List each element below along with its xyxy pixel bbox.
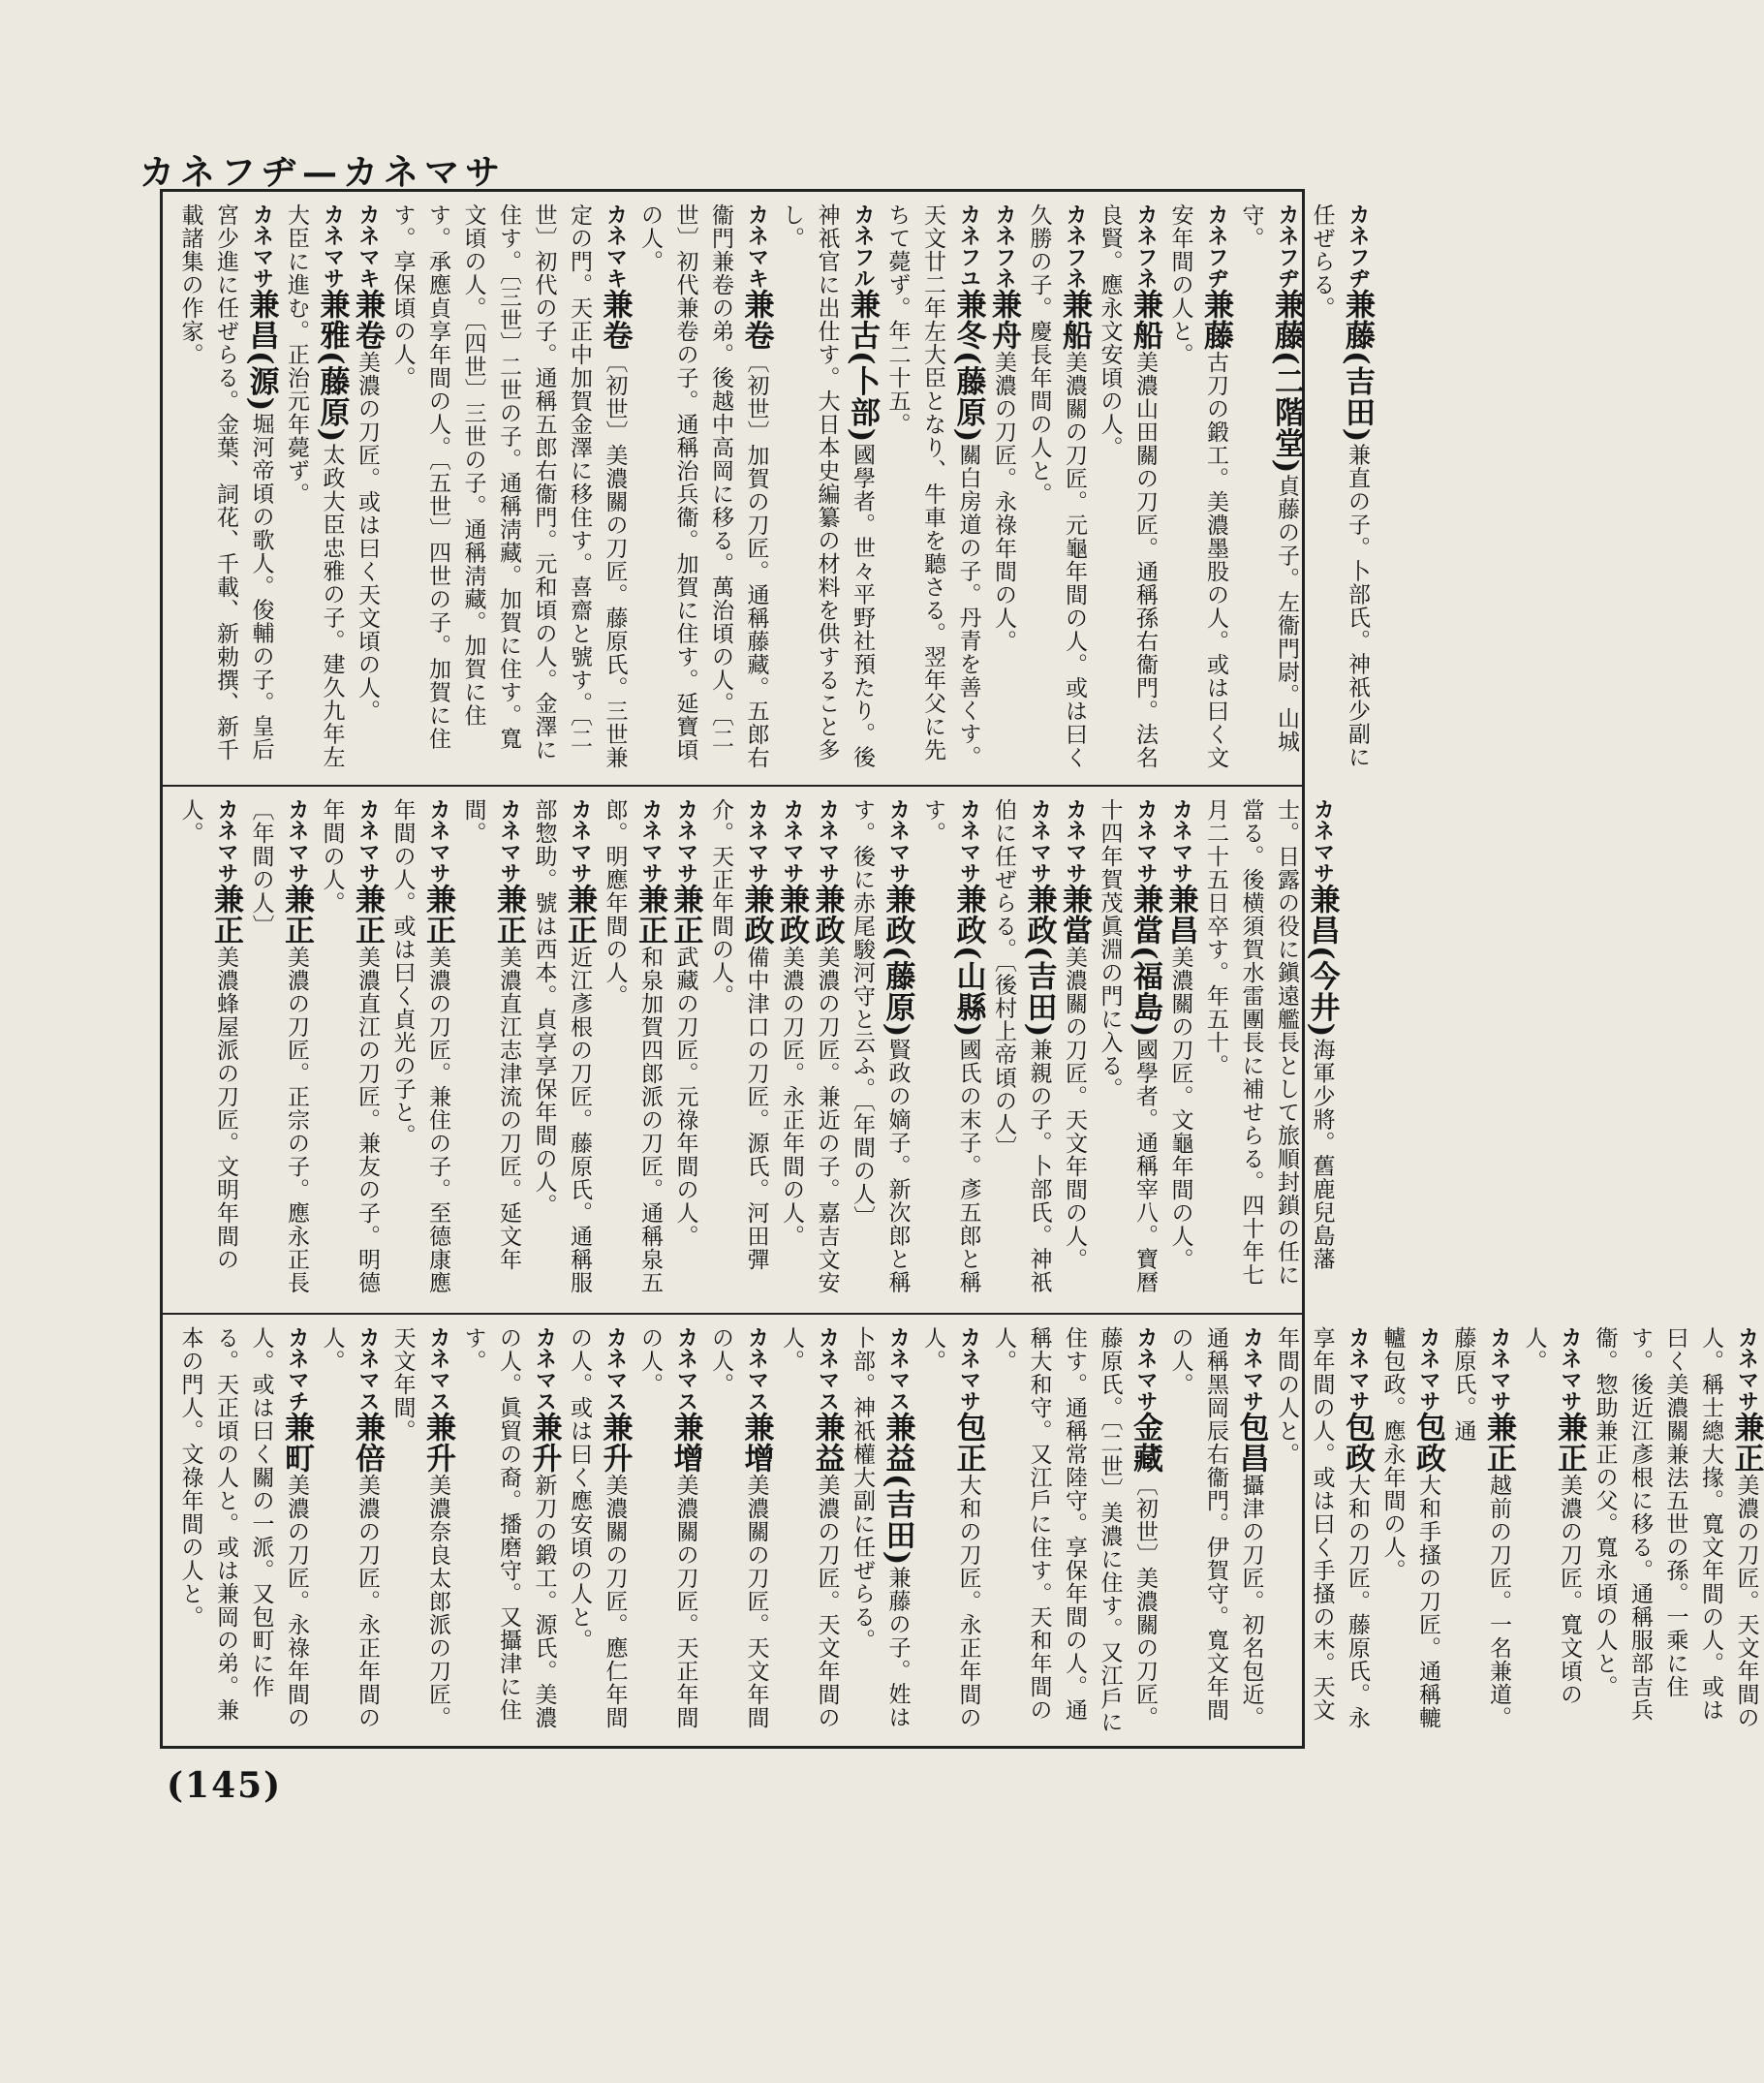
entry-headword: カネマサ <box>1310 798 1335 884</box>
entry-text: 美濃山田關の刀匠。通稱孫右衞門。法名良賢。應永文安頃の人。 <box>1097 203 1158 769</box>
entry-headword: カネマサ <box>1558 1326 1582 1412</box>
entry-headword: カネマサ <box>885 798 911 884</box>
entry-headword: カネマス <box>815 1326 840 1412</box>
entry-name: 兼升 <box>597 1412 633 1474</box>
entry-name: 包政 <box>1340 1412 1375 1474</box>
entry-name: 兼正 <box>420 884 455 946</box>
entry-text: 太政大臣忠雅の子。建久九年左大臣に進む。正治元年薨ず。 <box>284 203 345 769</box>
entry-text: 國學者。世々平野社預たり。後神祇官に出仕す。大日本史編纂の材料を供すること多し。 <box>779 203 875 769</box>
entry-headword: カネマキ <box>356 203 380 289</box>
band-columns <box>172 203 1375 773</box>
dictionary-entry <box>1304 203 1375 773</box>
entry-name: 兼卷 <box>597 289 633 351</box>
entry-name: 兼正 <box>667 884 703 946</box>
text-band-bottom <box>163 1313 1764 1746</box>
dictionary-entry <box>1233 203 1304 773</box>
dictionary-entry <box>1162 798 1198 1301</box>
entry-name: 兼升 <box>526 1412 562 1474</box>
entry-text: 美濃の刀匠。或は曰く天文頃の人。 <box>355 351 380 723</box>
dictionary-entry <box>845 798 915 1301</box>
entry-headword: カネマサ <box>1133 1326 1158 1412</box>
dictionary-entry <box>314 798 385 1301</box>
text-frame <box>160 189 1764 1749</box>
entry-headword: カネマサ <box>744 798 769 884</box>
dictionary-entry <box>915 798 986 1301</box>
entry-headword: カネマサ <box>249 203 274 289</box>
band-columns <box>172 1326 1764 1734</box>
entry-headword: カネマス <box>885 1326 911 1412</box>
entry-headword: カネマサ <box>1027 798 1052 884</box>
entry-name: 兼藤 <box>1198 289 1233 351</box>
dictionary-entry <box>350 203 386 773</box>
dictionary-entry <box>774 1326 845 1734</box>
running-head: カネフヂ—カネマサ <box>139 152 506 193</box>
entry-headword: カネマキ <box>744 203 769 289</box>
entry-name: 兼正 <box>350 884 385 946</box>
entry-name: 兼船 <box>1128 289 1162 351</box>
entry-name: 包政 <box>1410 1412 1445 1474</box>
entry-name: 兼當(福島) <box>1128 884 1162 1039</box>
dictionary-entry <box>703 798 774 1301</box>
entry-text: 美濃の刀匠。永正年間の人。 <box>319 1326 380 1729</box>
entry-name: 兼昌(今井) <box>1304 884 1340 1039</box>
entry-text: 美濃の刀匠。永正年間の人。 <box>779 946 804 1248</box>
entry-name: 兼政(吉田) <box>1021 884 1057 1039</box>
entry-text: 美濃の刀匠。天文年間の人。稱士總大掾。寬文年間の人。或は曰く美濃關兼法五世の孫。一乘に住す。後近江彥根に移る。通稱服部吉兵衞。惣助兼正の父。寬永頃の人と。 <box>1592 1326 1759 1729</box>
dictionary-entry <box>455 798 526 1301</box>
dictionary-entry <box>1587 1326 1764 1734</box>
dictionary-entry <box>986 203 1022 773</box>
entry-headword: カネマス <box>673 1326 698 1412</box>
entry-name: 兼昌(源) <box>243 289 279 413</box>
page-number: (145) <box>167 1765 283 1806</box>
entry-text: 海軍少將。舊鹿兒島藩士。日露の役に鎭遠艦長として旅順封鎖の任に當る。後横須賀水雷團長に補せらる。四十年七月二十五日卒す。年五十。 <box>1203 798 1335 1287</box>
dictionary-entry <box>880 203 986 773</box>
entry-name: 兼町 <box>279 1412 314 1474</box>
dictionary-entry <box>774 798 810 1301</box>
entry-text: 美濃の刀匠。永祿年間の人。或は曰く關の一派。又包町に作る。天正頃の人と。或は兼岡の弟。兼本の門人。文祿年間の人と。 <box>177 1326 309 1729</box>
entry-text: 越前の刀匠。一名兼道。藤原氏。通 <box>1450 1326 1511 1729</box>
entry-text: 古刀の鍛工。美濃墨股の人。或は曰く文安年間の人と。 <box>1167 203 1228 769</box>
entry-text: 美濃の刀匠。正宗の子。應永正長〔年間の人〕 <box>248 798 309 1294</box>
dictionary-entry <box>1021 203 1092 773</box>
band-columns <box>172 798 1340 1301</box>
entry-text: 大和の刀匠。永正年間の人。 <box>920 1326 981 1729</box>
entry-text: 美濃關の刀匠。文龜年間の人。 <box>1167 946 1193 1271</box>
entry-headword: カネマサ <box>320 203 345 289</box>
dictionary-entry <box>1092 798 1162 1301</box>
entry-text: 美濃關の刀匠。天文年間の人。 <box>1062 946 1087 1271</box>
entry-name: 兼正 <box>279 884 314 946</box>
text-band-top <box>163 192 1375 785</box>
entry-name: 兼升 <box>420 1412 455 1474</box>
entry-headword: カネフネ <box>1063 203 1087 289</box>
entry-text: 大和手搔の刀匠。通稱轆轤包政。應永年間の人。 <box>1379 1326 1440 1729</box>
entry-name: 兼正 <box>1481 1412 1516 1474</box>
entry-headword: カネフヂ <box>1346 203 1370 289</box>
entry-text: 武藏の刀匠。元祿年間の人。 <box>672 946 698 1248</box>
entry-headword: カネマサ <box>815 798 840 884</box>
entry-name: 兼政 <box>809 884 845 946</box>
entry-text: 美濃の刀匠。永祿年間の人。 <box>991 351 1016 653</box>
entry-text: 國氏の末子。彥五郎と稱す。 <box>920 798 981 1294</box>
entry-text: 國學者。通稱宰八。寶曆十四年賀茂眞淵の門に入る。 <box>1097 798 1158 1294</box>
entry-text: 美濃の刀匠。兼近の子。嘉吉文安 <box>814 946 840 1294</box>
dictionary-entry <box>1269 1326 1376 1734</box>
entry-text: 美濃の刀匠。天文年間の人。 <box>779 1326 840 1729</box>
entry-text: 〔初世〕加賀の刀匠。通稱藤藏。五郎右衞門兼卷の弟。後越中高岡に移る。萬治頃の人。〔二世〕初代兼卷の子。通稱治兵衞。加賀に住す。延寶頃の人。 <box>637 203 769 769</box>
dictionary-entry <box>526 798 597 1301</box>
dictionary-entry <box>385 203 633 773</box>
entry-headword: カネフヂ <box>1204 203 1228 289</box>
entry-headword: カネマサ <box>214 798 238 884</box>
entry-text: 〔初世〕美濃關の刀匠。藤原氏。三世兼定の門。天正中加賀金澤に移住す。喜齋と號す。〔二世〕初代の子。通稱五郎右衞門。元和頃の人。金澤に住す。〔三世〕二世の子。通稱淸藏。加賀に住す。寬文頃の人。〔四世〕三世の子。通稱淸藏。加賀に住す。承應貞享年間の人。〔五世〕四世の子。加賀に住す。享保頃の人。 <box>389 203 628 769</box>
dictionary-entry <box>809 798 845 1301</box>
entry-name: 兼藤(二階堂) <box>1269 289 1304 475</box>
dictionary-entry <box>633 1326 703 1734</box>
entry-name: 包昌 <box>1233 1412 1269 1474</box>
dictionary-entry <box>986 1326 1163 1734</box>
dictionary-entry <box>845 1326 915 1734</box>
entry-headword: カネマサ <box>1487 1326 1511 1412</box>
dictionary-entry <box>1198 798 1340 1301</box>
entry-text: 美濃直江志津流の刀匠。延文年間。 <box>460 798 521 1271</box>
entry-text: 賢政の嫡子。新次郎と稱す。後に赤尾駿河守と云ふ。〔年間の人〕 <box>850 798 911 1294</box>
entry-name: 兼正 <box>633 884 667 946</box>
entry-headword: カネマサ <box>1239 1326 1264 1412</box>
dictionary-entry <box>314 1326 385 1734</box>
entry-headword: カネマサ <box>1416 1326 1440 1412</box>
entry-name: 兼古(卜部) <box>845 289 880 444</box>
entry-text: 新刀の鍛工。源氏。美濃の人。眞貿の裔。播磨守。又攝津に住す。 <box>460 1326 557 1729</box>
entry-headword: カネフネ <box>1133 203 1158 289</box>
entry-headword: カネマス <box>603 1326 628 1412</box>
entry-text: 美濃關の刀匠。天文年間の人。 <box>708 1326 769 1729</box>
entry-text: 美濃關の刀匠。天正年間の人。 <box>637 1326 698 1729</box>
entry-headword: カネマサ <box>497 798 521 884</box>
entry-text: 和泉加賀四郎派の刀匠。通稱泉五郎。明應年間の人。 <box>602 798 663 1294</box>
entry-name: 兼正 <box>1728 1412 1764 1474</box>
entry-name: 兼昌 <box>1162 884 1198 946</box>
dictionary-entry <box>172 798 243 1301</box>
dictionary-entry <box>915 1326 986 1734</box>
dictionary-entry <box>243 798 314 1301</box>
entry-headword: カネマサ <box>638 798 663 884</box>
dictionary-entry <box>385 798 455 1301</box>
entry-text: 美濃の刀匠。兼住の子。至德康應年間の人。或は曰く貞光の子と。 <box>389 798 450 1294</box>
entry-name: 兼正 <box>491 884 526 946</box>
entry-name: 兼卷 <box>350 289 385 351</box>
entry-name: 兼正 <box>562 884 597 946</box>
entry-text: 大和の刀匠。藤原氏。永享年間の人。或は曰く手搔の末。天文年間の人と。 <box>1274 1326 1370 1729</box>
entry-headword: カネフユ <box>956 203 981 289</box>
dictionary-entry <box>172 203 279 773</box>
entry-text: 備中津口の刀匠。源氏。河田彈介。天正年間の人。 <box>708 798 769 1271</box>
entry-text: 兼藤の子。姓は卜部。神祇權大副に任ぜらる。 <box>850 1326 911 1729</box>
entry-name: 包正 <box>950 1412 986 1474</box>
dictionary-entry <box>1092 203 1162 773</box>
entry-name: 兼政(藤原) <box>880 884 915 1039</box>
entry-headword: カネマサ <box>1133 798 1158 884</box>
dictionary-entry <box>455 1326 562 1734</box>
entry-name: 兼雅(藤原) <box>314 289 350 444</box>
entry-text: 堀河帝頃の歌人。俊輔の子。皇后宮少進に任ぜらる。金葉、詞花、千載、新勅撰、新千載諸集の作家。 <box>177 203 274 762</box>
entry-name: 兼正 <box>1552 1412 1587 1474</box>
dictionary-entry <box>1516 1326 1587 1734</box>
entry-headword: カネマサ <box>356 798 380 884</box>
entry-name: 兼卷 <box>738 289 774 351</box>
entry-name: 兼益(吉田) <box>880 1412 915 1567</box>
entry-name: 兼冬(藤原) <box>950 289 986 444</box>
entry-headword: カネマサ <box>426 798 450 884</box>
entry-headword: カネマサ <box>568 798 592 884</box>
dictionary-entry <box>1375 1326 1445 1734</box>
dictionary-entry <box>597 798 667 1301</box>
entry-name: 兼藤(吉田) <box>1340 289 1375 444</box>
entry-name: 兼政(山縣) <box>950 884 986 1039</box>
entry-headword: カネマサ <box>1346 1326 1370 1412</box>
entry-name: 兼增 <box>667 1412 703 1474</box>
entry-headword: カネマサ <box>1063 798 1087 884</box>
entry-text: 美濃關の刀匠。元龜年間の人。或は曰く久勝の子。慶長年間の人と。 <box>1026 203 1087 769</box>
entry-headword: カネマス <box>532 1326 557 1412</box>
entry-headword: カネマス <box>426 1326 450 1412</box>
entry-headword: カネマス <box>356 1326 380 1412</box>
entry-text: 攝津の刀匠。初名包近。通稱黑岡辰右衞門。伊賀守。寬文年間の人。 <box>1167 1326 1264 1729</box>
entry-text: 美濃奈良太郎派の刀匠。天文年間。 <box>389 1326 450 1729</box>
entry-headword: カネマサ <box>1734 1326 1759 1412</box>
dictionary-entry <box>703 1326 774 1734</box>
dictionary-entry <box>1445 1326 1516 1734</box>
entry-name: 兼政 <box>774 884 809 946</box>
entry-headword: カネマサ <box>1168 798 1193 884</box>
entry-name: 兼益 <box>809 1412 845 1474</box>
entry-headword: カネマサ <box>673 798 698 884</box>
text-band-middle <box>163 785 1340 1313</box>
entry-name: 兼船 <box>1057 289 1092 351</box>
entry-text: 〔初世〕美濃關の刀匠。藤原氏。〔二世〕美濃に住す。又江戶に住す。通稱常陸守。享保年間の人。通稱大和守。又江戶に住す。天和年間の人。 <box>991 1326 1158 1734</box>
entry-text: 兼直の子。卜部氏。神祇少副に任ぜらる。 <box>1309 203 1370 769</box>
entry-text: 關白房道の子。丹青を善くす。天文廿二年左大臣となり、牛車を聽さる。翌年父に先ちて薨ず。年二十五。 <box>884 203 981 769</box>
entry-text: 兼親の子。卜部氏。神祇伯に任ぜらる。〔後村上帝頃の人〕 <box>991 798 1052 1294</box>
dictionary-entry <box>172 1326 314 1734</box>
dictionary-entry <box>986 798 1057 1301</box>
entry-name: 金藏 <box>1128 1412 1162 1474</box>
dictionary-entry <box>279 203 350 773</box>
entry-text: 近江彥根の刀匠。藤原氏。通稱服部惣助。號は西本。貞享享保年間の人。 <box>531 798 592 1294</box>
dictionary-entry <box>633 203 774 773</box>
entry-headword: カネマサ <box>780 798 804 884</box>
dictionary-entry <box>774 203 881 773</box>
entry-text: 美濃關の刀匠。應仁年間の人。或は曰く應安頃の人と。 <box>567 1326 628 1729</box>
entry-headword: カネフネ <box>992 203 1016 289</box>
entry-name: 兼正 <box>208 884 243 946</box>
entry-name: 兼當 <box>1057 884 1092 946</box>
entry-headword: カネマサ <box>956 798 981 884</box>
entry-name: 兼舟 <box>986 289 1021 351</box>
dictionary-entry <box>667 798 703 1301</box>
entry-text: 美濃の刀匠。寬文頃の人。 <box>1521 1326 1582 1706</box>
entry-headword: カネマサ <box>285 798 309 884</box>
entry-name: 兼增 <box>738 1412 774 1474</box>
entry-text: 美濃蜂屋派の刀匠。文明年間の人。 <box>177 798 238 1271</box>
entry-headword: カネフヂ <box>1275 203 1299 289</box>
entry-headword: カネマキ <box>603 203 628 289</box>
entry-text: 貞藤の子。左衞門尉。山城守。 <box>1238 203 1299 754</box>
entry-headword: カネマチ <box>285 1326 309 1412</box>
entry-headword: カネフル <box>851 203 875 289</box>
dictionary-entry <box>1057 798 1093 1301</box>
dictionary-entry <box>385 1326 455 1734</box>
entry-headword: カネマス <box>744 1326 769 1412</box>
entry-headword: カネマサ <box>956 1326 981 1412</box>
entry-text: 美濃直江の刀匠。兼友の子。明德年間の人。 <box>319 798 380 1294</box>
entry-name: 兼倍 <box>350 1412 385 1474</box>
dictionary-entry <box>562 1326 633 1734</box>
dictionary-entry <box>1162 1326 1269 1734</box>
entry-name: 兼政 <box>738 884 774 946</box>
dictionary-entry <box>1162 203 1233 773</box>
